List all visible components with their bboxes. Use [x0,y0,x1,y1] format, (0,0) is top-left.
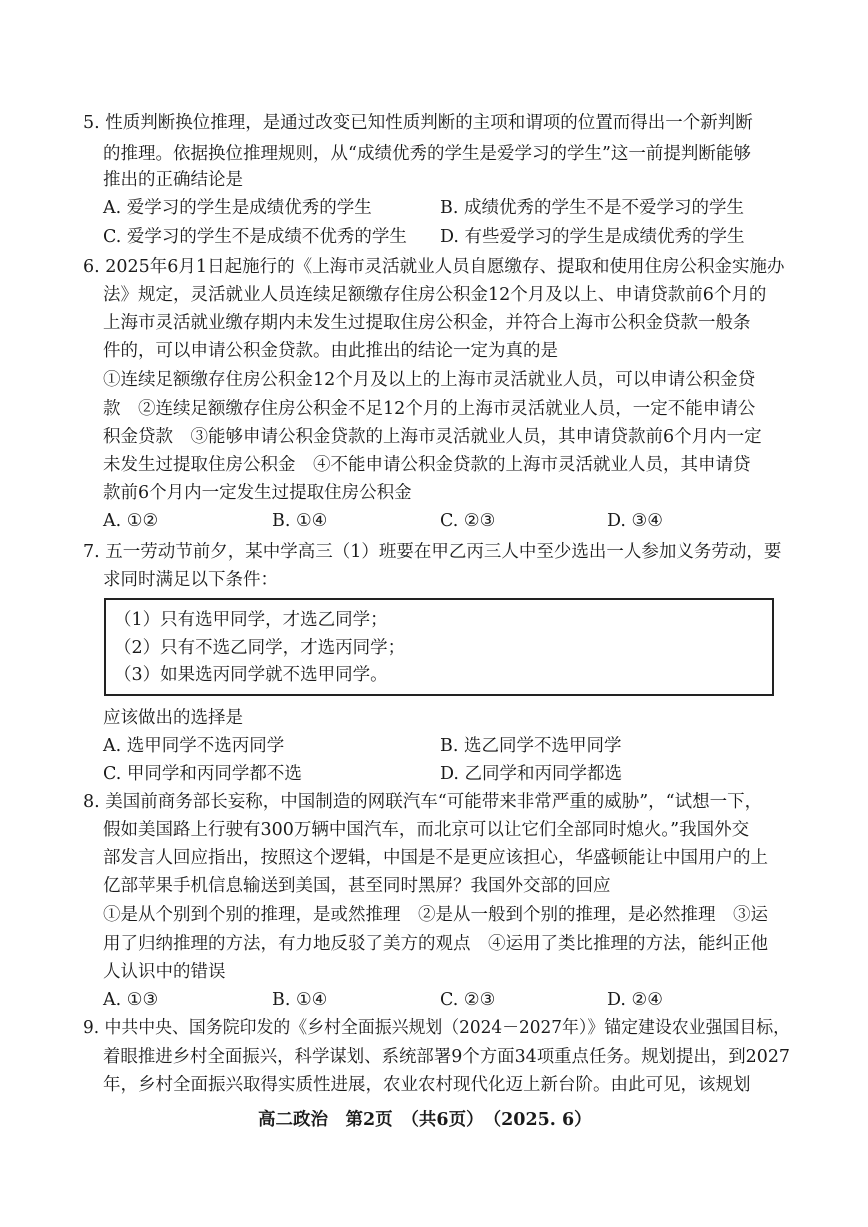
q5-option-c: C. 爱学习的学生不是成绩不优秀的学生 [103,227,407,247]
q8-option-c: C. ②③ [440,990,496,1010]
exam-page: 5. 性质判断换位推理，是通过改变已知性质判断的主项和谓项的位置而得出一个新判断 的推理。依据换位推理规则，从“成绩优秀的学生是爱学习的学生”这一前提判断能够 推出的正确结论是 A. 爱学习的学生是成绩优秀的学生 B. 成绩优秀的学生不是不爱学习的学生 C. 爱学习的学生不是成绩不优秀的学生 D. 有些爱学习的学生是成绩优秀的学生 6. 2025年6月1日起施行的《上海市灵活就业人员自愿缴存、提取和使用住房公积金实施办 法》规定，灵活就业人员连续足额缴存住房公积金12个月及以上、申请贷款前6个月的 上海市灵活就业缴存期内未发生过提取住房公积金，并符合上海市公积金贷款一般条 件的，可以申请公积金贷款。由此推出的结论一定为真的是 ①连续足额缴存住房公积金12个月及以上的上海市灵活就业人员，可以申请公积金贷 款 ②连续足额缴存住房公积金不足12个月的上海市灵活就业人员，一定不能申请公 积金贷款 ③能够申请公积金贷款的上海市灵活就业人员，其申请贷款前6个月内一定 未发生过提取住房公积金 ④不能申请公积金贷款的上海市灵活就业人员，其申请贷 款前6个月内一定发生过提取住房公积金 A. ①② B. ①④ C. ②③ D. ③④ 7. 五一劳动节前夕，某中学高三（1）班要在甲乙丙三人中至少选出一人参加义务劳动，要 求同时满足以下条件： （1）只有选甲同学，才选乙同学； （2）只有不选乙同学，才选丙同学； （3）如果选丙同学就不选甲同学。 应该做出的选择是 A. 选甲同学不选丙同学 B. 选乙同学不选甲同学 C. 甲同学和丙同学都不选 D. 乙同学和丙同学都选 8. 美国前商务部长妄称，中国制造的网联汽车“可能带来非常严重的威胁”，“试想一下， 假如美国路上行驶有300万辆中国汽车，而北京可以让它们全部同时熄火。”我国外交 部发言人回应指出，按照这个逻辑，中国是不是更应该担心，华盛顿能让中国用户的上 亿部苹果手机信息输送到美国，甚至同时黑屏？我国外交部的回应 ①是从个别到个别的推理，是或然推理 ②是从一般到个别的推理，是必然推理 ③运 用了归纳推理的方法，有力地反驳了美方的观点 ④运用了类比推理的方法，能纠正他 人认识中的错误 A. ①③ B. ①④ C. ②③ D. ②④ 9. 中共中央、国务院印发的《乡村全面振兴规划（2024－2027年）》锚定建设农业强国目标， 着眼推进乡村全面振兴，科学谋划、系统部署9个方面34项重点任务。规划提出，到2027 年，乡村全面振兴取得实质性进展，农业农村现代化迈上新台阶。由此可见，该规划 高二政治 第2页 （共6页） （2025. 6） [83,113,791,1130]
q6-option-d: D. ③④ [607,511,663,531]
q5-option-d: D. 有些爱学习的学生是成绩优秀的学生 [440,227,745,247]
q7-option-a: A. 选甲同学不选丙同学 [103,736,285,756]
q5-option-a: A. 爱学习的学生是成绩优秀的学生 [103,198,372,218]
q7-option-b: B. 选乙同学不选甲同学 [440,736,622,756]
q8-option-b: B. ①④ [272,990,328,1010]
q6-option-b: B. ①④ [272,511,328,531]
q5-option-b: B. 成绩优秀的学生不是不爱学习的学生 [440,198,744,218]
q6-option-a: A. ①② [103,511,159,531]
q7-option-c: C. 甲同学和丙同学都不选 [103,764,302,784]
q6-option-c: C. ②③ [440,511,496,531]
q8-option-a: A. ①③ [103,990,159,1010]
q8-option-d: D. ②④ [607,990,663,1010]
q7-option-d: D. 乙同学和丙同学都选 [440,764,623,784]
